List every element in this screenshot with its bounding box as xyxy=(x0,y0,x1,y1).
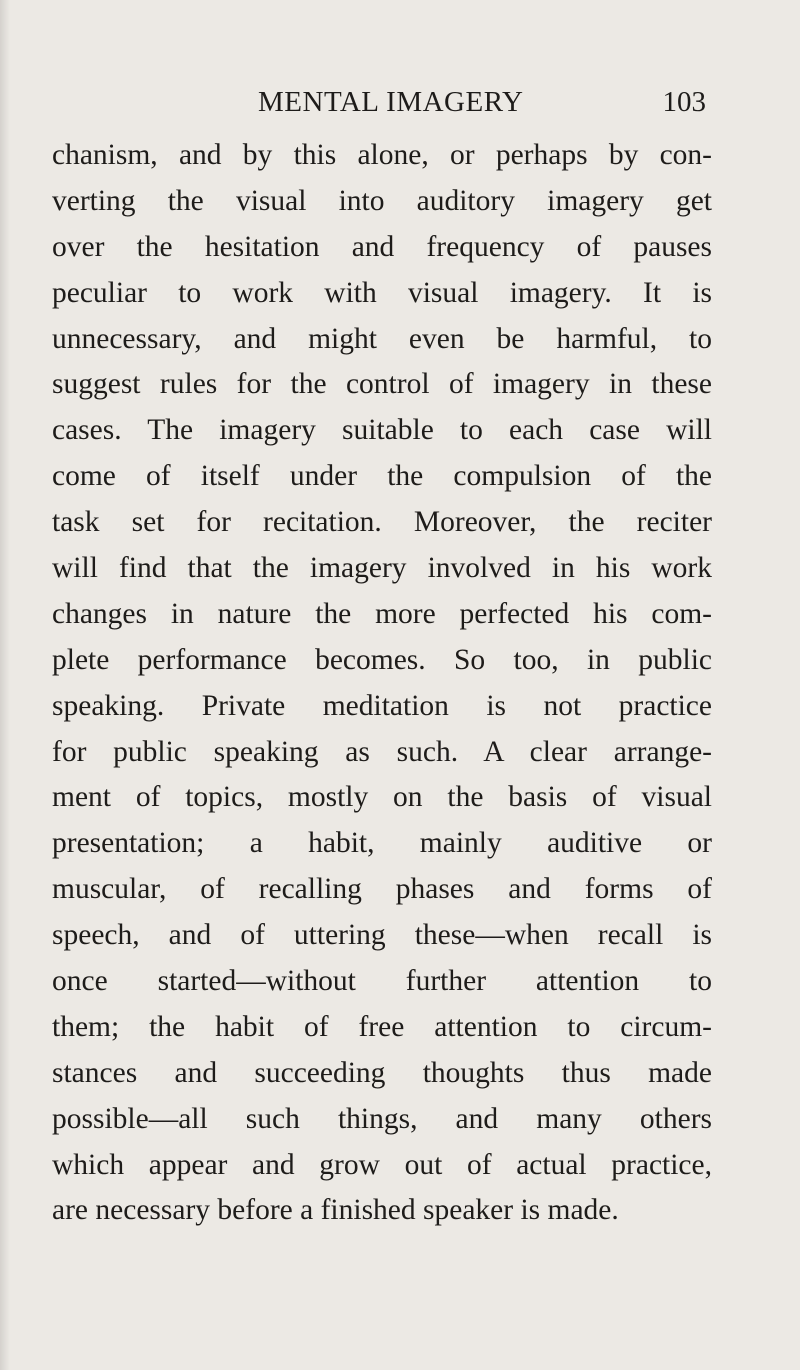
text-line: unnecessary, and might even be harmful, to xyxy=(52,322,712,355)
text-line: for public speaking as such. A clear arrange- xyxy=(52,735,712,768)
text-line: ment of topics, mostly on the basis of visual xyxy=(52,781,712,814)
text-line: chanism, and by this alone, or perhaps by con- xyxy=(52,139,712,171)
text-line: once started—without further attention to xyxy=(52,965,712,998)
text-line: speech, and of uttering these—when recall is xyxy=(52,919,712,952)
page-number: 103 xyxy=(662,86,706,118)
text-line: plete performance becomes. So too, in public xyxy=(52,643,712,676)
text-line: possible—all such things, and many others xyxy=(52,1102,712,1135)
text-line: presentation; a habit, mainly auditive or xyxy=(52,827,712,860)
running-title: MENTAL IMAGERY xyxy=(258,86,524,118)
text-line: are necessary before a finished speaker is made. xyxy=(52,1194,619,1227)
text-line: task set for recitation. Moreover, the reciter xyxy=(52,506,712,539)
text-line: suggest rules for the control of imagery in these xyxy=(52,368,712,401)
text-line: speaking. Private meditation is not practice xyxy=(52,689,712,722)
body-paragraph xyxy=(52,133,712,1234)
page-edge-shadow xyxy=(0,0,10,1370)
text-line: cases. The imagery suitable to each case will xyxy=(52,414,712,447)
text-line: peculiar to work with visual imagery. It is xyxy=(52,276,712,309)
text-line: verting the visual into auditory imagery get xyxy=(52,184,712,217)
text-line: which appear and grow out of actual practice, xyxy=(52,1148,712,1181)
text-line: come of itself under the compulsion of the xyxy=(52,460,712,493)
text-line: stances and succeeding thoughts thus made xyxy=(52,1056,712,1089)
text-line: muscular, of recalling phases and forms of xyxy=(52,873,712,906)
text-line: them; the habit of free attention to circum- xyxy=(52,1010,712,1043)
text-line: will find that the imagery involved in his work xyxy=(52,552,712,585)
text-line: changes in nature the more perfected his com- xyxy=(52,597,712,630)
text-line: over the hesitation and frequency of pauses xyxy=(52,230,712,263)
